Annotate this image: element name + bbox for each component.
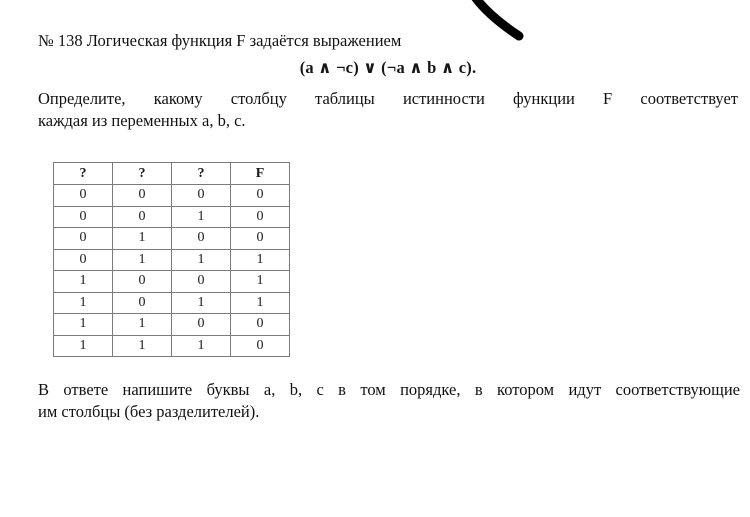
table-cell: 0 — [172, 271, 231, 293]
table-row — [54, 292, 290, 314]
table-header-row — [54, 163, 290, 185]
question-line-2: каждая из переменных a, b, c. — [38, 111, 246, 130]
table-row — [54, 271, 290, 293]
table-row — [54, 206, 290, 228]
table-cell: 1 — [231, 249, 290, 271]
table-cell: 1 — [231, 271, 290, 293]
answer-line-2: им столбцы (без разделителей). — [38, 402, 260, 421]
table-cell: 1 — [113, 228, 172, 250]
table-cell: 1 — [113, 335, 172, 357]
table-header-col-2: ? — [113, 163, 172, 185]
table-cell: 0 — [54, 185, 113, 207]
table-cell: 1 — [113, 314, 172, 336]
answer-line-1: В ответе напишите буквы a, b, c в том порядке, в котором идут соответствующие — [38, 380, 740, 399]
table-row — [54, 228, 290, 250]
table-cell: 1 — [172, 249, 231, 271]
table-cell: 1 — [54, 271, 113, 293]
answer-instruction-paragraph — [38, 379, 740, 423]
table-cell: 0 — [231, 228, 290, 250]
table-cell: 0 — [172, 228, 231, 250]
table-cell: 0 — [172, 185, 231, 207]
table-cell: 1 — [54, 314, 113, 336]
table-cell: 0 — [113, 292, 172, 314]
table-cell: 1 — [172, 206, 231, 228]
truth-table-body — [54, 185, 290, 357]
table-header-col-3: ? — [172, 163, 231, 185]
table-cell: 0 — [231, 314, 290, 336]
table-cell: 0 — [231, 185, 290, 207]
table-row — [54, 314, 290, 336]
table-header-col-f: F — [231, 163, 290, 185]
table-row — [54, 249, 290, 271]
table-cell: 1 — [54, 292, 113, 314]
truth-table — [53, 162, 290, 357]
table-cell: 1 — [54, 335, 113, 357]
table-cell: 0 — [113, 271, 172, 293]
table-cell: 0 — [54, 228, 113, 250]
question-paragraph — [38, 88, 738, 132]
table-cell: 0 — [172, 314, 231, 336]
table-cell: 1 — [113, 249, 172, 271]
table-cell: 0 — [231, 335, 290, 357]
table-cell: 0 — [231, 206, 290, 228]
table-header-col-1: ? — [54, 163, 113, 185]
table-cell: 0 — [54, 206, 113, 228]
truth-table-container — [53, 162, 290, 357]
question-line-1: Определите, какому столбцу таблицы истинности функции F соответствует — [38, 89, 738, 108]
table-cell: 0 — [113, 206, 172, 228]
table-cell: 1 — [172, 292, 231, 314]
table-cell: 1 — [231, 292, 290, 314]
table-cell: 0 — [113, 185, 172, 207]
table-row — [54, 185, 290, 207]
table-cell: 0 — [54, 249, 113, 271]
logic-formula: (a ∧ ¬c) ∨ (¬a ∧ b ∧ c). — [299, 58, 477, 77]
table-row — [54, 335, 290, 357]
intro-paragraph: № 138 Логическая функция F задаётся выражением — [38, 31, 402, 50]
table-cell: 1 — [172, 335, 231, 357]
